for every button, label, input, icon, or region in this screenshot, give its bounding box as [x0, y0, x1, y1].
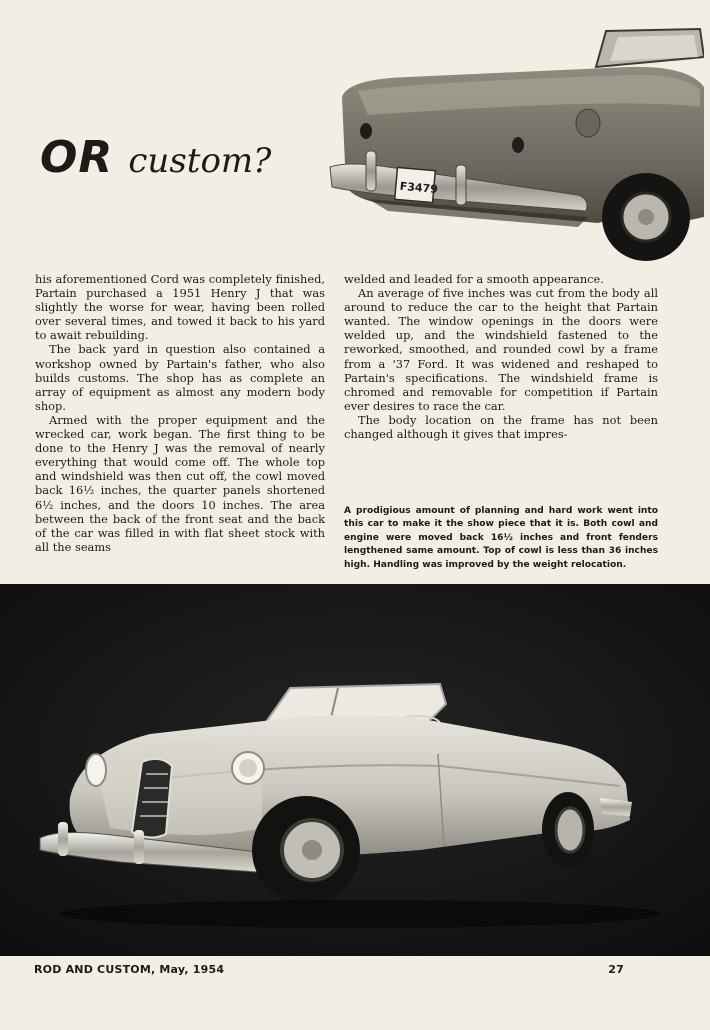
paragraph: his aforementioned Cord was completely finished, Partain purchased a 1951 Henry J that was slightly the worse for wear, having been rolled over several times, and towed it back to his yard to await rebuilding.	[35, 272, 325, 343]
page-number: 27	[608, 963, 624, 976]
article-column-left	[35, 272, 325, 554]
paragraph: The body location on the frame has not been changed although it gives that impres-	[344, 412, 658, 442]
roadster-illustration	[0, 584, 710, 956]
headline-or: OR	[40, 132, 114, 183]
roadster-photo	[0, 584, 710, 956]
publication-info: ROD AND CUSTOM, May, 1954	[34, 963, 225, 976]
license-plate-text: F3479	[399, 179, 439, 196]
paragraph: An average of five inches was cut from the body all around to reduce the car to the height that Partain wanted. The window openings in the doors were welded up, and the windshield fastened to the reworked, smoothed, and rounded cowl by a frame from a '37 Ford. It was widened and reshaped to Partain's specifications. The windshield frame is chromed and removable for competition if Partain ever desires to race the car.	[344, 286, 658, 413]
paragraph: welded and leaded for a smooth appearance.	[344, 272, 604, 286]
headline-custom: custom?	[128, 141, 272, 181]
paragraph: The back yard in question also contained a workshop owned by Partain's father, who also builds customs. The shop has as complete an array of equipment as almost any modern body shop.	[35, 342, 325, 413]
rear-car-photo	[328, 27, 704, 265]
headline	[40, 132, 271, 183]
rear-car-illustration	[328, 27, 704, 265]
article-column-right	[344, 272, 658, 441]
paragraph: Armed with the proper equipment and the wrecked car, work began. The first thing to be done to the Henry J was the removal of nearly everything that would come off. The whole top and windshield was then cut off, the cowl moved back 16½ inches, the quarter panels shortened 6½ inches, and the doors 10 inches. The area between the back of the front seat and the back of the car was filled in with flat sheet stock with all the seams	[35, 412, 325, 554]
photo-caption: A prodigious amount of planning and hard work went into this car to make it the show piece that it is. Both cowl and engine were moved back 16½ inches and front fenders lengthened same amount. Top of cowl is less than 36 inches high. Handling was improved by the weight relocation.	[344, 506, 658, 570]
